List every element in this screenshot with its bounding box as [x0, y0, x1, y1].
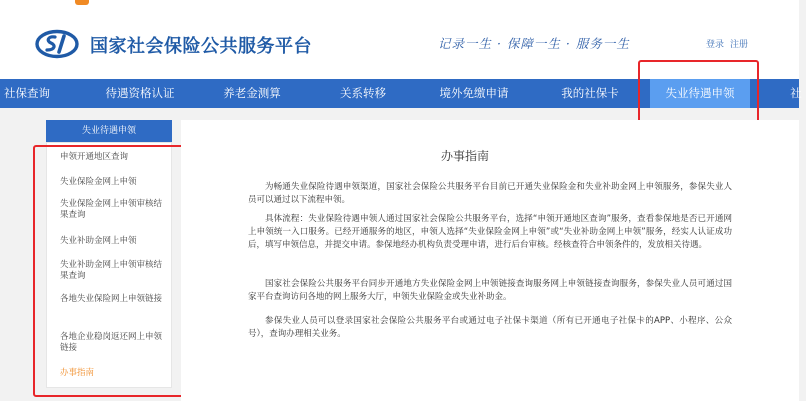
sidebar-item-guide[interactable]: 办事指南 [60, 368, 95, 378]
nav-item-overseas-exemption[interactable]: 境外免缴申请 [439, 86, 509, 100]
slogan: 记录一生 · 保障一生 · 服务一生 [438, 36, 630, 51]
sidebar-item-unemployment-insurance-claim[interactable]: 失业保险金网上申领 [60, 177, 137, 187]
guide-paragraph-channels: 参保失业人员可以登录国家社会保险公共服务平台或通过电子社保卡渠道（所有已开通电子社保卡的APP、小程序、公众号），查询办理相关业务。 [248, 316, 732, 340]
logo-icon[interactable] [34, 29, 80, 59]
site-header [0, 0, 799, 79]
nav-item-unemployment-claim[interactable]: 失业待遇申领 [650, 79, 750, 108]
guide-paragraph-intro: 为畅通失业保险待遇申领渠道，国家社会保险公共服务平台目前已开通失业保险金和失业补助金网上申领服务，参保失业人员可以通过以下流程申领。 [248, 182, 732, 206]
nav-item-truncated[interactable]: 社 [790, 86, 802, 100]
sidebar [46, 142, 172, 388]
sidebar-item-subsidy-claim-result[interactable]: 失业补助金网上申领审核结果查询 [60, 260, 163, 281]
nav-item-social-security-query[interactable]: 社保查询 [4, 86, 50, 100]
nav-item-benefit-eligibility[interactable]: 待遇资格认证 [105, 86, 175, 100]
sidebar-item-local-insurance-links[interactable]: 各地失业保险网上申领链接 [60, 294, 163, 304]
corner-mark [75, 0, 89, 5]
login-link[interactable]: 登录 [706, 40, 725, 50]
guide-paragraph-links: 国家社会保险公共服务平台同步开通地方失业保险金网上申领链接查询服务网上申领链接查询服务，参保失业人员可通过国家平台查询访问各地的网上服务大厅，申领失业保险金或失业补助金。 [248, 279, 732, 303]
site-title: 国家社会保险公共服务平台 [90, 36, 312, 57]
nav-item-pension-calculator[interactable]: 养老金测算 [223, 86, 281, 100]
main-content [181, 120, 799, 401]
register-link[interactable]: 注册 [730, 40, 749, 50]
sidebar-item-subsidy-claim[interactable]: 失业补助金网上申领 [60, 236, 137, 246]
sidebar-item-insurance-claim-result[interactable]: 失业保险金网上申领审核结果查询 [60, 199, 163, 220]
sidebar-item-job-stabilization-links[interactable]: 各地企业稳岗返还网上申领链接 [60, 332, 163, 353]
nav-item-relation-transfer[interactable]: 关系转移 [340, 86, 386, 100]
nav-item-my-social-card[interactable]: 我的社保卡 [561, 86, 619, 100]
main-nav [0, 79, 802, 108]
sidebar-item-region-query[interactable]: 申领开通地区查询 [60, 152, 129, 162]
guide-paragraph-process: 具体流程：失业保险待遇申领人通过国家社会保险公共服务平台，选择“申领开通地区查询”服务，查看参保地是否已开通网上申领统一入口服务。已经开通服务的地区，申领人选择“失业保险金网上申领”或“失业补助金网上申领”服务，经实人认证成功后，填写申领信息，并提交申请。参保地经办机构负责受理申请，进行后台审核。经核查符合申领条件的，发放相关待遇。 [248, 214, 732, 251]
page-title: 办事指南 [441, 149, 490, 163]
sidebar-header: 失业待遇申领 [46, 120, 172, 142]
auth-links [706, 37, 748, 50]
